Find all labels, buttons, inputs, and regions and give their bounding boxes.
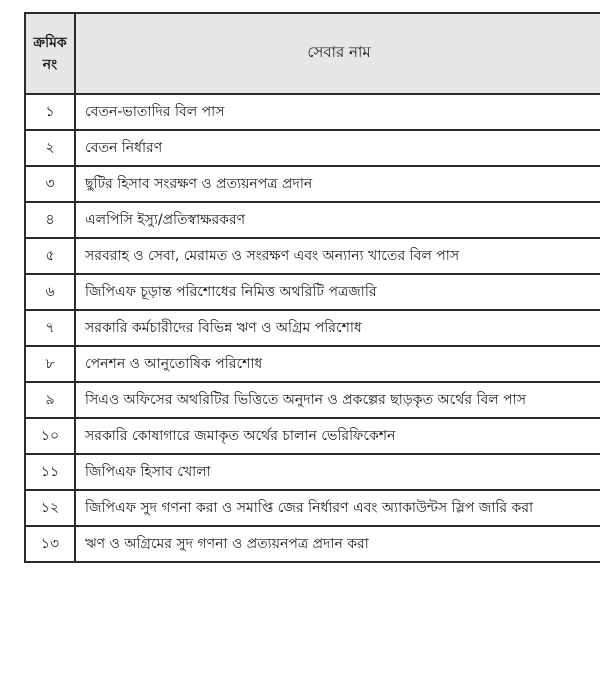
service-name: ঋণ ও অগ্রিমের সুদ গণনা ও প্রত্যয়নপত্র প্রদান করা [75,526,600,562]
table-row [25,202,600,238]
table-row [25,166,600,202]
table-row [25,274,600,310]
services-table [24,12,600,563]
serial-number: ১২ [25,490,75,526]
service-name: সিএও অফিসের অথরিটির ভিত্তিতে অনুদান ও প্রকল্পের ছাড়কৃত অর্থের বিল পাস [75,382,600,418]
serial-number: ৮ [25,346,75,382]
header-row [25,13,600,94]
serial-number: ১১ [25,454,75,490]
serial-number: ২ [25,130,75,166]
serial-number: ৩ [25,166,75,202]
service-name-column-header: সেবার নাম [75,13,600,94]
service-name: সরবরাহ ও সেবা, মেরামত ও সংরক্ষণ এবং অন্যান্য খাতের বিল পাস [75,238,600,274]
table-row [25,418,600,454]
serial-number: ৬ [25,274,75,310]
table-row [25,310,600,346]
serial-number: ১৩ [25,526,75,562]
table-header [25,13,600,94]
table-row [25,346,600,382]
service-name: বেতন-ভাতাদির বিল পাস [75,94,600,130]
service-name: ছুটির হিসাব সংরক্ষণ ও প্রত্যয়নপত্র প্রদান [75,166,600,202]
serial-number: ৯ [25,382,75,418]
service-name: এলপিসি ইস্যু/প্রতিস্বাক্ষরকরণ [75,202,600,238]
table-body [25,94,600,562]
serial-number: ৪ [25,202,75,238]
service-name: জিপিএফ সুদ গণনা করা ও সমাপ্তি জের নির্ধারণ এবং অ্যাকাউন্টস স্লিপ জারি করা [75,490,600,526]
table-row [25,130,600,166]
serial-number: ৫ [25,238,75,274]
table-row [25,454,600,490]
table-row [25,382,600,418]
service-name: বেতন নির্ধারণ [75,130,600,166]
table-row [25,526,600,562]
table-row [25,94,600,130]
service-name: সরকারি কর্মচারীদের বিভিন্ন ঋণ ও অগ্রিম পরিশোধ [75,310,600,346]
serial-number: ১ [25,94,75,130]
serial-column-header: ক্রমিক নং [25,13,75,94]
table-row [25,238,600,274]
service-name: পেনশন ও আনুতোষিক পরিশোধ [75,346,600,382]
service-name: জিপিএফ হিসাব খোলা [75,454,600,490]
service-name: জিপিএফ চূড়ান্ত পরিশোধের নিমিত্ত অথরিটি পত্রজারি [75,274,600,310]
table-row [25,490,600,526]
serial-number: ৭ [25,310,75,346]
serial-number: ১০ [25,418,75,454]
service-name: সরকারি কোষাগারে জমাকৃত অর্থের চালান ভেরিফিকেশন [75,418,600,454]
